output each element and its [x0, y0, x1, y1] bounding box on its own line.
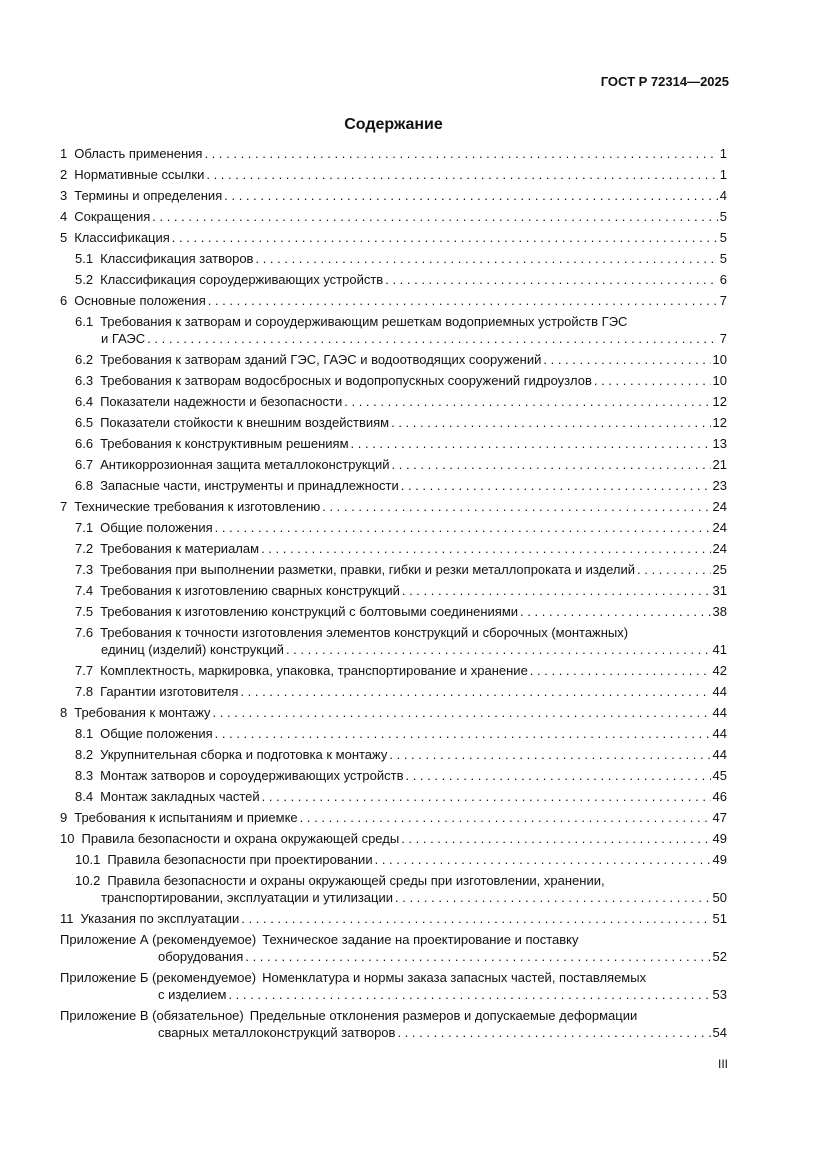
toc-entry-number: 9 — [60, 810, 68, 825]
toc-leader-dots — [172, 229, 718, 246]
toc-leader-dots — [401, 477, 711, 494]
toc-entry-number: 7.3 — [75, 562, 94, 577]
toc-leader-dots — [286, 641, 711, 658]
toc-leader-dots — [213, 704, 711, 721]
toc-entry[interactable] — [60, 662, 727, 679]
standard-code: ГОСТ Р 72314—2025 — [600, 74, 729, 89]
toc-entry-title: Термины и определения — [74, 188, 223, 203]
toc-entry-page: 5 — [719, 230, 727, 245]
toc-entry-title: Комплектность, маркировка, упаковка, транспортирование и хранение — [100, 663, 528, 678]
toc-entry-number: 8.3 — [75, 768, 94, 783]
toc-entry[interactable] — [60, 166, 727, 183]
toc-entry[interactable] — [60, 624, 727, 658]
toc-leader-dots — [262, 788, 711, 805]
toc-leader-dots — [375, 851, 711, 868]
toc-entry[interactable] — [60, 910, 727, 927]
table-of-contents — [60, 145, 727, 1045]
toc-entry[interactable] — [60, 250, 727, 267]
toc-entry-page: 51 — [712, 911, 727, 926]
toc-entry-page: 5 — [719, 209, 727, 224]
toc-entry-number: 4 — [60, 209, 68, 224]
toc-leader-dots — [245, 948, 710, 965]
toc-entry-number: Приложение В (обязательное) — [60, 1008, 244, 1023]
toc-entry[interactable] — [60, 969, 727, 1003]
toc-entry-title: Требования к точности изготовления элементов конструкций и сборочных (монтажных) — [100, 625, 629, 640]
toc-leader-dots — [392, 456, 711, 473]
toc-entry-title: Показатели стойкости к внешним воздействиям — [100, 415, 390, 430]
toc-entry-title: Требования к затворам водосбросных и водопропускных сооружений гидроузлов — [100, 373, 592, 388]
toc-title: Содержание — [344, 116, 443, 133]
toc-entry-page: 4 — [719, 188, 727, 203]
toc-entry-number: 7.1 — [75, 520, 94, 535]
toc-leader-dots — [397, 1024, 710, 1041]
toc-entry-number: 1 — [60, 146, 68, 161]
toc-entry-page: 10 — [712, 352, 727, 367]
toc-entry-title: Требования к конструктивным решениям — [100, 436, 349, 451]
toc-entry[interactable] — [60, 145, 727, 162]
toc-entry-title: Классификация — [74, 230, 170, 245]
toc-entry-title: Требования к испытаниям и приемке — [74, 810, 298, 825]
toc-entry[interactable] — [60, 767, 727, 784]
toc-entry-number: 7.8 — [75, 684, 94, 699]
toc-entry-page: 53 — [712, 987, 727, 1002]
toc-entry[interactable] — [60, 313, 727, 347]
toc-leader-dots — [405, 767, 710, 784]
toc-entry-title: Требования к затворам и сороудерживающим решеткам водоприемных устройств ГЭС — [100, 314, 628, 329]
toc-entry-title: Основные положения — [74, 293, 206, 308]
toc-entry-page: 44 — [712, 684, 727, 699]
toc-entry-title: оборудования — [158, 949, 244, 964]
toc-entry-page: 1 — [719, 167, 727, 182]
toc-entry-page: 49 — [712, 831, 727, 846]
toc-entry-page: 12 — [712, 415, 727, 430]
toc-entry-number: Приложение Б (рекомендуемое) — [60, 970, 257, 985]
toc-entry-title: Классификация затворов — [100, 251, 254, 266]
toc-leader-dots — [215, 519, 711, 536]
toc-entry[interactable] — [60, 830, 727, 847]
toc-entry[interactable] — [60, 582, 727, 599]
toc-entry-title: Сокращения — [74, 209, 151, 224]
toc-entry-title: Правила безопасности и охраны окружающей среды при изготовлении, хранении, — [107, 873, 605, 888]
toc-leader-dots — [147, 330, 718, 347]
toc-entry-title: Запасные части, инструменты и принадлежности — [100, 478, 399, 493]
toc-entry-number: 8 — [60, 705, 68, 720]
toc-leader-dots — [351, 435, 711, 452]
toc-entry-number: 8.1 — [75, 726, 94, 741]
toc-entry[interactable] — [60, 1007, 727, 1041]
toc-entry-page: 7 — [719, 293, 727, 308]
toc-entry-number: 7 — [60, 499, 68, 514]
toc-leader-dots — [520, 603, 710, 620]
toc-leader-dots — [241, 910, 710, 927]
toc-leader-dots — [255, 250, 717, 267]
toc-leader-dots — [594, 372, 711, 389]
toc-entry-title: Общие положения — [100, 726, 213, 741]
toc-entry[interactable] — [60, 851, 727, 868]
toc-entry-number: 5 — [60, 230, 68, 245]
toc-entry[interactable] — [60, 704, 727, 721]
toc-entry[interactable] — [60, 809, 727, 826]
toc-entry[interactable] — [60, 271, 727, 288]
toc-entry[interactable] — [60, 498, 727, 515]
toc-entry-title: Требования к изготовлению сварных конструкций — [100, 583, 400, 598]
toc-entry[interactable] — [60, 683, 727, 700]
toc-entry-number: 8.2 — [75, 747, 94, 762]
toc-entry[interactable] — [60, 292, 727, 309]
toc-entry-page: 24 — [712, 499, 727, 514]
toc-entry[interactable] — [60, 229, 727, 246]
toc-leader-dots — [224, 187, 718, 204]
toc-entry-title: Требования при выполнении разметки, правки, гибки и резки металлопроката и изделий — [100, 562, 636, 577]
toc-entry-page: 25 — [712, 562, 727, 577]
toc-entry[interactable] — [60, 435, 727, 452]
toc-entry-title: Требования к монтажу — [74, 705, 211, 720]
toc-entry-page: 50 — [712, 890, 727, 905]
toc-entry-title: Общие положения — [100, 520, 213, 535]
toc-entry-page: 12 — [712, 394, 727, 409]
toc-leader-dots — [401, 830, 710, 847]
toc-entry-page: 21 — [712, 457, 727, 472]
toc-leader-dots — [215, 725, 711, 742]
toc-entry[interactable] — [60, 872, 727, 906]
toc-entry-title: единиц (изделий) конструкций — [101, 642, 284, 657]
toc-entry-page: 1 — [719, 146, 727, 161]
toc-leader-dots — [228, 986, 710, 1003]
toc-entry-page: 6 — [719, 272, 727, 287]
toc-leader-dots — [543, 351, 710, 368]
toc-entry-number: 10.2 — [75, 873, 101, 888]
page-number: III — [717, 1057, 728, 1071]
toc-entry[interactable] — [60, 187, 727, 204]
toc-entry-title: Правила безопасности при проектировании — [107, 852, 373, 867]
toc-entry[interactable] — [60, 351, 727, 368]
toc-entry-number: 6.2 — [75, 352, 94, 367]
toc-leader-dots — [389, 746, 710, 763]
toc-entry-number: 2 — [60, 167, 68, 182]
toc-entry-page: 10 — [712, 373, 727, 388]
toc-entry-page: 54 — [712, 1025, 727, 1040]
toc-entry-title: Нормативные ссылки — [74, 167, 205, 182]
toc-entry[interactable] — [60, 788, 727, 805]
toc-entry-number: 6.8 — [75, 478, 94, 493]
toc-entry-title: сварных металлоконструкций затворов — [158, 1025, 396, 1040]
toc-entry-page: 7 — [719, 331, 727, 346]
toc-entry-title: Номенклатура и нормы заказа запасных частей, поставляемых — [262, 970, 647, 985]
toc-entry-title: Правила безопасности и охрана окружающей среды — [81, 831, 400, 846]
toc-entry-number: 3 — [60, 188, 68, 203]
toc-entry-page: 49 — [712, 852, 727, 867]
toc-entry-page: 44 — [712, 705, 727, 720]
toc-entry-number: 6.7 — [75, 457, 94, 472]
toc-leader-dots — [152, 208, 718, 225]
toc-entry-title: Требования к изготовлению конструкций с болтовыми соединениями — [100, 604, 519, 619]
toc-entry-page: 42 — [712, 663, 727, 678]
toc-entry-page: 44 — [712, 747, 727, 762]
toc-entry-number: 7.2 — [75, 541, 94, 556]
toc-entry-number: 7.4 — [75, 583, 94, 598]
toc-entry-page: 5 — [719, 251, 727, 266]
toc-entry[interactable] — [60, 393, 727, 410]
toc-leader-dots — [240, 683, 710, 700]
toc-leader-dots — [395, 889, 711, 906]
toc-leader-dots — [300, 809, 711, 826]
toc-entry[interactable] — [60, 208, 727, 225]
toc-leader-dots — [391, 414, 710, 431]
toc-entry-title: Антикоррозионная защита металлоконструкций — [100, 457, 390, 472]
toc-entry-number: 5.1 — [75, 251, 94, 266]
toc-entry-title: Классификация сороудерживающих устройств — [100, 272, 384, 287]
toc-entry-page: 23 — [712, 478, 727, 493]
toc-entry-title: Монтаж закладных частей — [100, 789, 260, 804]
toc-entry[interactable] — [60, 477, 727, 494]
toc-entry-number: 6.1 — [75, 314, 94, 329]
toc-entry[interactable] — [60, 414, 727, 431]
toc-entry-number: 6.4 — [75, 394, 94, 409]
toc-entry[interactable] — [60, 725, 727, 742]
toc-entry-page: 52 — [712, 949, 727, 964]
toc-entry-title: Требования к затворам зданий ГЭС, ГАЭС и водоотводящих сооружений — [100, 352, 542, 367]
toc-entry-number: Приложение А (рекомендуемое) — [60, 932, 257, 947]
toc-entry-number: 8.4 — [75, 789, 94, 804]
toc-leader-dots — [402, 582, 711, 599]
toc-entry[interactable] — [60, 561, 727, 578]
toc-entry-title: с изделием — [158, 987, 227, 1002]
toc-entry-page: 47 — [712, 810, 727, 825]
toc-entry-title: и ГАЭС — [101, 331, 146, 346]
toc-entry-number: 6.3 — [75, 373, 94, 388]
toc-entry-number: 7.7 — [75, 663, 94, 678]
toc-entry[interactable] — [60, 540, 727, 557]
toc-entry-number: 7.6 — [75, 625, 94, 640]
toc-entry-title: Требования к материалам — [100, 541, 260, 556]
toc-entry[interactable] — [60, 456, 727, 473]
toc-entry-number: 10 — [60, 831, 75, 846]
toc-entry-number: 6.6 — [75, 436, 94, 451]
toc-entry-number: 5.2 — [75, 272, 94, 287]
toc-entry-number: 6.5 — [75, 415, 94, 430]
toc-entry[interactable] — [60, 372, 727, 389]
toc-leader-dots — [344, 393, 710, 410]
toc-entry-number: 11 — [60, 911, 74, 926]
toc-leader-dots — [204, 145, 717, 162]
toc-entry-title: Указания по эксплуатации — [80, 911, 240, 926]
toc-entry[interactable] — [60, 931, 727, 965]
toc-leader-dots — [637, 561, 710, 578]
toc-entry-title: Монтаж затворов и сороудерживающих устройств — [100, 768, 404, 783]
toc-entry-title: Гарантии изготовителя — [100, 684, 239, 699]
toc-entry-page: 24 — [712, 541, 727, 556]
toc-entry-page: 24 — [712, 520, 727, 535]
toc-entry-title: Область применения — [74, 146, 203, 161]
toc-entry-page: 45 — [712, 768, 727, 783]
toc-leader-dots — [206, 166, 717, 183]
toc-entry-page: 38 — [712, 604, 727, 619]
toc-entry[interactable] — [60, 603, 727, 620]
toc-leader-dots — [385, 271, 718, 288]
toc-leader-dots — [530, 662, 711, 679]
toc-leader-dots — [322, 498, 710, 515]
toc-entry-page: 13 — [712, 436, 727, 451]
toc-entry-page: 46 — [712, 789, 727, 804]
toc-entry-title: транспортировании, эксплуатации и утилизации — [101, 890, 394, 905]
toc-entry-number: 7.5 — [75, 604, 94, 619]
toc-entry-number: 6 — [60, 293, 68, 308]
toc-entry-title: Показатели надежности и безопасности — [100, 394, 343, 409]
toc-leader-dots — [208, 292, 718, 309]
toc-entry-title: Техническое задание на проектирование и поставку — [262, 932, 579, 947]
toc-entry-title: Технические требования к изготовлению — [74, 499, 321, 514]
toc-entry-title: Предельные отклонения размеров и допускаемые деформации — [249, 1008, 638, 1023]
toc-entry-number: 10.1 — [75, 852, 101, 867]
toc-leader-dots — [261, 540, 710, 557]
toc-entry[interactable] — [60, 519, 727, 536]
toc-entry-page: 41 — [712, 642, 727, 657]
toc-entry-page: 31 — [712, 583, 727, 598]
toc-entry-title: Укрупнительная сборка и подготовка к монтажу — [100, 747, 388, 762]
toc-entry[interactable] — [60, 746, 727, 763]
toc-entry-page: 44 — [712, 726, 727, 741]
